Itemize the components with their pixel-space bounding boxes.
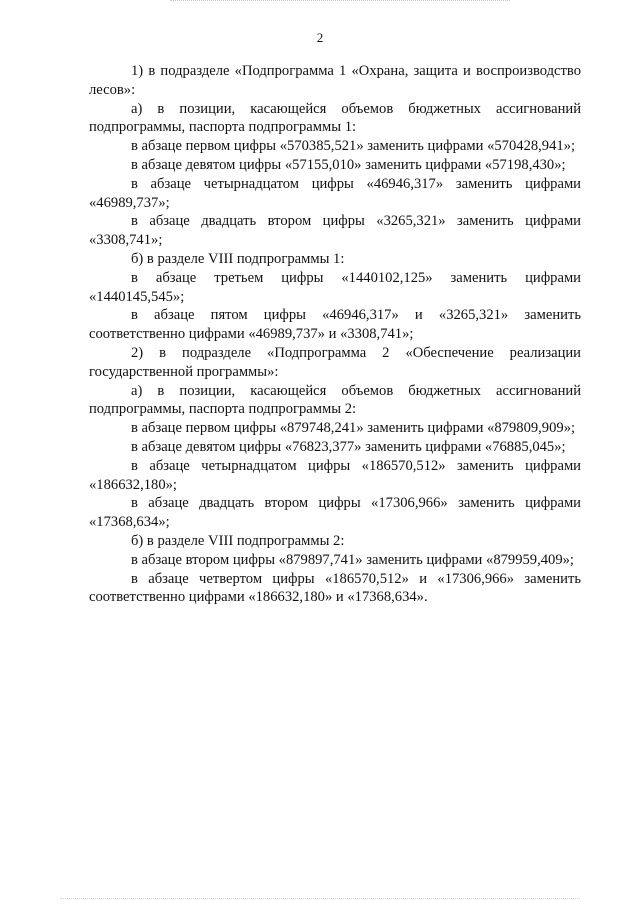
page-number: 2 [316,30,324,45]
paragraph-1b-fifth: в абзаце пятом цифры «46946,317» и «3265,321» заменить соответственно цифрами «46989,737» и «3308,741»; [89,307,581,343]
paragraph-2b-second: в абзаце втором цифры «879897,741» заменить цифрами «879959,409»; [131,551,574,568]
paragraph-2b: б) в разделе VIII подпрограммы 2: [131,532,345,549]
paragraph-1: 1) в подразделе «Подпрограмма 1 «Охрана, защита и воспроизводство лесов»: [89,63,581,98]
paragraph-2a-ninth: в абзаце девятом цифры «76823,377» заменить цифрами «76885,045»; [131,438,566,455]
paragraph-2: 2) в подразделе «Подпрограмма 2 «Обеспечение реализации государственной программы»: [89,344,581,380]
scan-artifact-bottom [60,898,580,902]
paragraph-2b-fourth: в абзаце четвертом цифры «186570,512» и «17306,966» заменить соответственно цифрами «186632,180» и «17368,634». [89,570,581,606]
paragraph-2a-fourteenth: в абзаце четырнадцатом цифры «186570,512» заменить цифрами «186632,180»; [89,457,581,493]
paragraph-1a-twenty-second: в абзаце двадцать втором цифры «3265,321» заменить цифрами «3308,741»; [89,213,581,249]
paragraph-1a-first: в абзаце первом цифры «570385,521» заменить цифрами «570428,941»; [131,138,576,155]
paragraph-2a: а) в позиции, касающейся объемов бюджетных ассигнований подпрограммы, паспорта подпрограммы 2: [89,382,581,418]
paragraph-1b-third: в абзаце третьем цифры «1440102,125» заменить цифрами «1440145,545»; [89,269,581,305]
paragraph-1a: а) в позиции, касающейся объемов бюджетных ассигнований подпрограммы, паспорта подпрограммы 1: [89,100,581,136]
document-body [89,62,581,607]
paragraph-1a-ninth: в абзаце девятом цифры «57155,010» заменить цифрами «57198,430»; [131,156,566,173]
paragraph-2a-twenty-second: в абзаце двадцать втором цифры «17306,966» заменить цифрами «17368,634»; [89,495,581,531]
paragraph-1b: б) в разделе VIII подпрограммы 1: [131,250,345,267]
scan-artifact-top [170,0,510,4]
paragraph-1a-fourteenth: в абзаце четырнадцатом цифры «46946,317» заменить цифрами «46989,737»; [89,175,581,211]
paragraph-2a-first: в абзаце первом цифры «879748,241» заменить цифрами «879809,909»; [131,420,576,437]
